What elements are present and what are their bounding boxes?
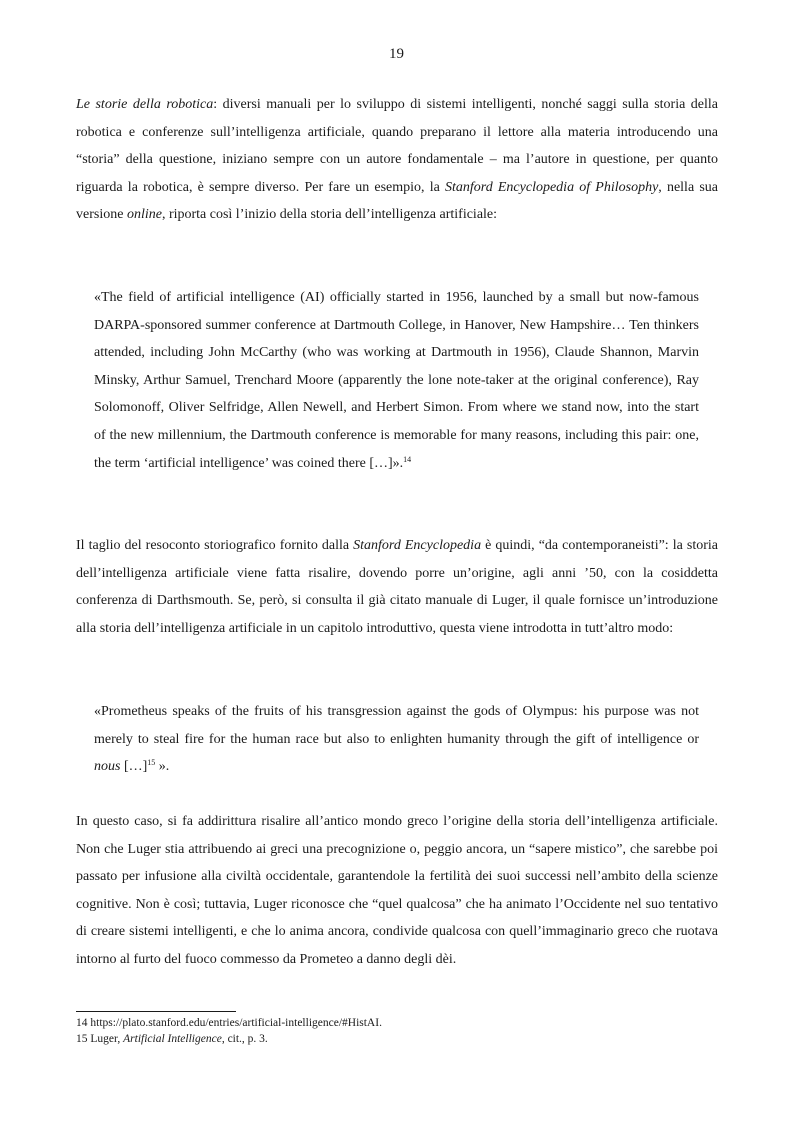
paragraph-text: è quindi, “da contemporaneisti”: la storia dell’intelligenza artificiale viene fatta risalire, dovendo porre un’origine, agli anni ’50, con la cosiddetta conferenza di Darthsmouth. Se, però, si consulta il già citato manuale di Luger, il quale fornisce un’introduzione alla storia dell’intelligenza artificiale in un capitolo introduttivo, questa viene introdotta in tutt’altro modo: bbox=[76, 538, 718, 636]
footnote-number: 14 bbox=[76, 1017, 88, 1029]
paragraph-text: Il taglio del resoconto storiografico fornito dalla bbox=[76, 538, 354, 553]
block-quote-luger bbox=[94, 698, 699, 781]
footnote-number: 15 bbox=[76, 1033, 88, 1045]
paragraph-text: , riporta così l’inizio della storia dell’intelligenza artificiale: bbox=[161, 207, 498, 223]
paragraph-stanford-encyclopedia bbox=[76, 532, 718, 642]
emphasis-online: online bbox=[126, 207, 162, 223]
quote-text: ». bbox=[155, 759, 170, 775]
footnote-separator bbox=[76, 1011, 236, 1012]
block-quote-stanford bbox=[94, 284, 699, 477]
quote-text: «The field of artificial intelligence (AI) officially started in 1956, launched by a small but now-famous DARPA-sponsored summer conference at Dartmouth College, in Hanover, New Hampshire… Ten thinkers attended, including John McCarthy (who was working at Dartmouth in 1956), Claude Shannon, Marvin Minsky, Arthur Samuel, Trenchard Moore (apparently the lone note-taker at the original conference), Ray Solomonoff, Oliver Selfridge, Allen Newell, and Herbert Simon. From where we stand now, into the start of the new millennium, the Dartmouth conference is memorable for many reasons, including this pair: one, the term ‘artificial intelligence’ was coined there […]». bbox=[94, 290, 699, 471]
paragraph-storie-robotica bbox=[76, 91, 718, 229]
paragraph-text: : diversi manuali per lo sviluppo di sistemi intelligenti, nonché saggi sulla storia della robotica e conferenze sull’intelligenza artificiale, quando preparano il lettore alla materia introducendo una “storia” della questione, iniziano sempre con un autore fondamentale – ma l’autore in questione, per quanto riguarda la robotica, è sempre diverso. Per fare un esempio, la bbox=[76, 97, 718, 195]
quote-text: […] bbox=[120, 759, 148, 775]
footnote-ref-15: 15 bbox=[147, 758, 156, 768]
emphasis-nous: nous bbox=[94, 759, 121, 775]
footnote-14 bbox=[76, 1016, 718, 1030]
section-title: Le storie della robotica bbox=[76, 97, 214, 112]
footnote-url: https://plato.stanford.edu/entries/artificial-intelligence/#HistAI. bbox=[87, 1017, 382, 1029]
paragraph-text: , nella sua versione bbox=[76, 179, 718, 223]
quote-text: «Prometheus speaks of the fruits of his transgression against the gods of Olympus: his purpose was not merely to steal fire for the human race but also to enlighten humanity through the gift of intelligence or bbox=[94, 704, 699, 747]
footnote-work-title: Artificial Intelligence bbox=[123, 1033, 222, 1045]
footnote-text: Luger, bbox=[87, 1033, 124, 1045]
footnote-15 bbox=[76, 1032, 718, 1046]
footnote-ref-14: 14 bbox=[403, 454, 412, 464]
work-title: Stanford Encyclopedia bbox=[353, 538, 482, 553]
work-title: Stanford Encyclopedia of Philosophy bbox=[445, 179, 659, 195]
footnote-text: , cit., p. 3. bbox=[221, 1033, 268, 1045]
page-number: 19 bbox=[389, 46, 404, 62]
paragraph-text: In questo caso, si fa addirittura risalire all’antico mondo greco l’origine della storia dell’intelligenza artificiale. Non che Luger stia attribuendo ai greci una precognizione o, peggio ancora, un “sapere mistico”, che sarebbe poi passato per infusione alla civiltà occidentale, garantendole la fertilità dei suoi successi nell’ambito della scienze cognitive. Non è così; tuttavia, Luger riconosce che “quel qualcosa” che ha animato l’Occidente nel suo tentativo di creare sistemi intelligenti, e che lo anima ancora, condivide qualcosa con quell’immaginario greco che ruotava intorno al furto del fuoco commesso da Prometeo a danno degli dèi. bbox=[76, 814, 718, 967]
paragraph-mondo-greco bbox=[76, 808, 718, 974]
